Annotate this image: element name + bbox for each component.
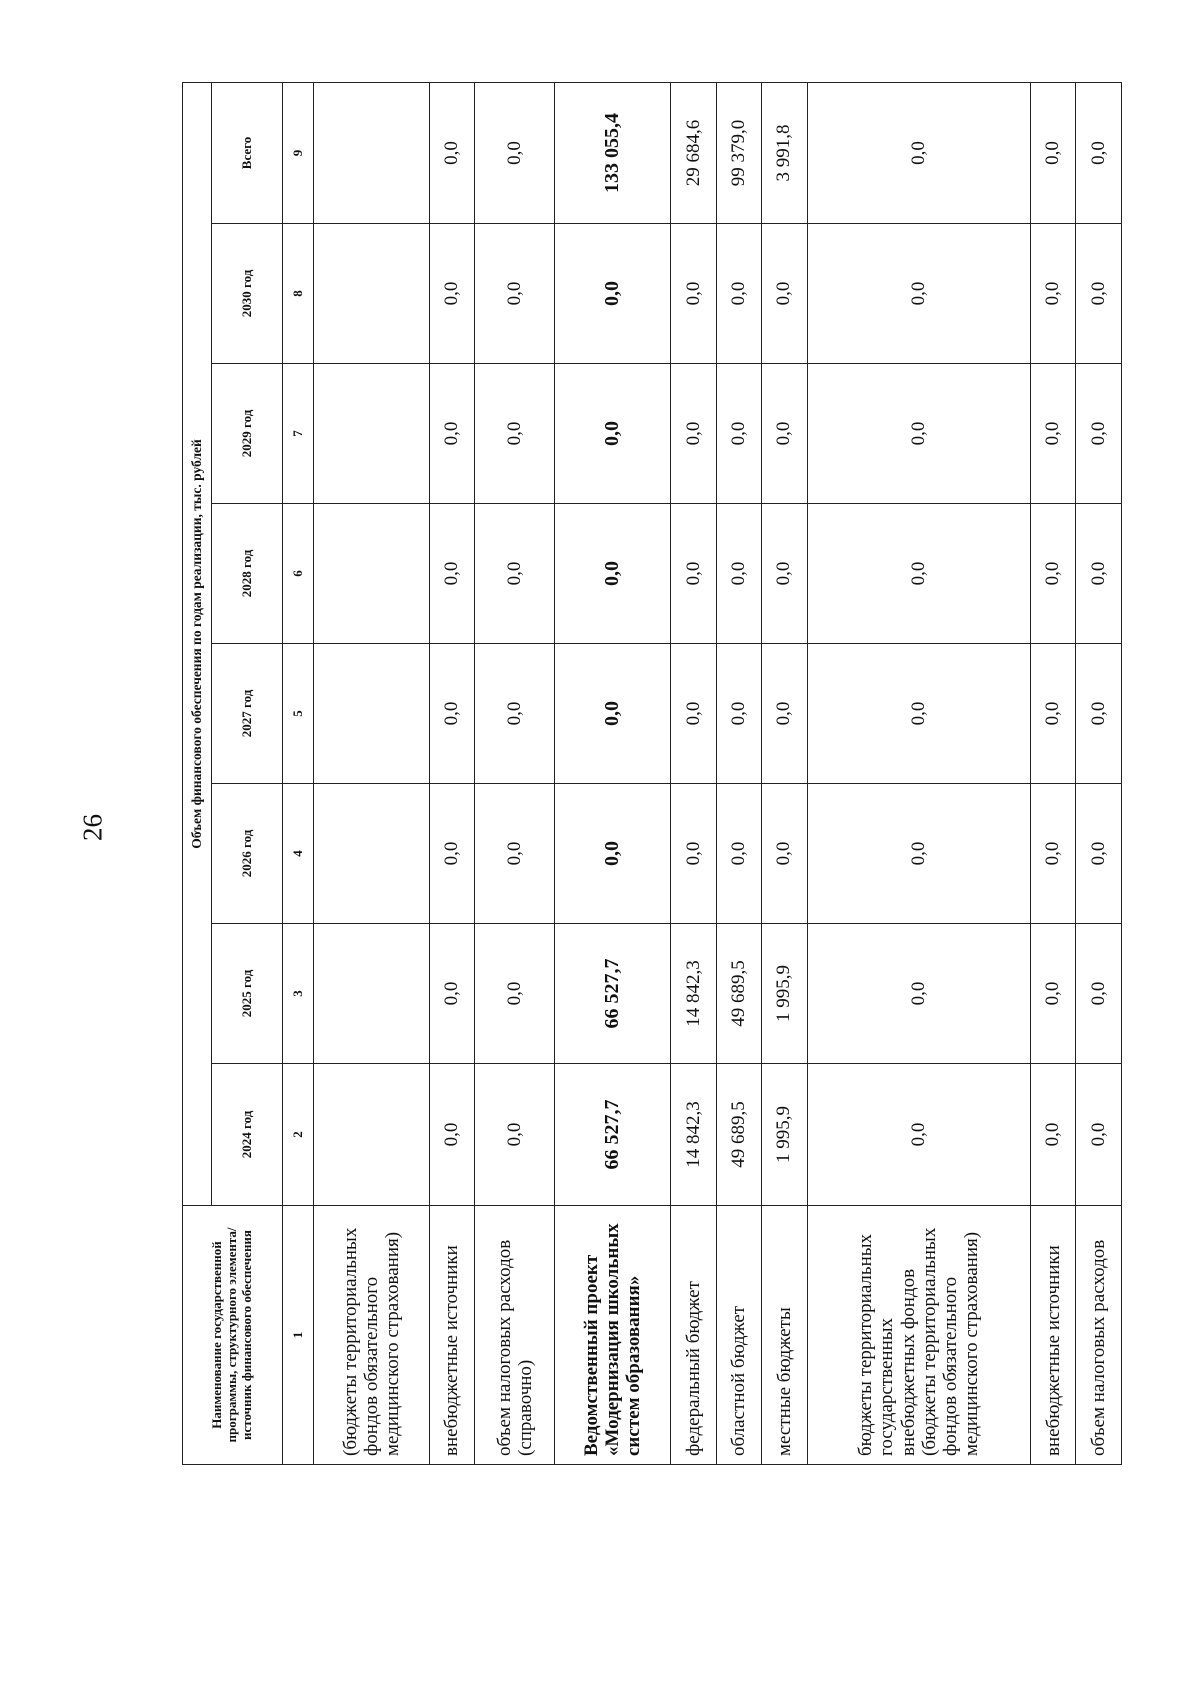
row-value: 66 527,7	[555, 1064, 671, 1206]
table-row	[475, 82, 555, 1464]
table-row	[555, 82, 671, 1464]
row-value: 0,0	[1076, 784, 1122, 924]
row-name: областной бюджет	[716, 1206, 761, 1465]
header-year: 2029 год	[212, 364, 283, 504]
row-value: 14 842,3	[671, 1064, 716, 1206]
header-year: Всего	[212, 82, 283, 223]
row-value: 0,0	[475, 644, 555, 784]
row-value: 0,0	[475, 364, 555, 504]
row-value: 0,0	[762, 364, 807, 504]
row-value: 99 379,0	[716, 82, 761, 223]
row-value: 0,0	[671, 784, 716, 924]
row-value: 0,0	[716, 784, 761, 924]
table-row	[716, 82, 761, 1464]
financing-table	[182, 82, 1122, 1465]
table-body	[314, 82, 1122, 1464]
column-number: 2	[283, 1064, 314, 1206]
row-value: 0,0	[475, 1064, 555, 1206]
column-number: 4	[283, 784, 314, 924]
row-value	[314, 1064, 430, 1206]
row-value: 49 689,5	[716, 924, 761, 1064]
row-value: 0,0	[1031, 784, 1076, 924]
row-value	[314, 644, 430, 784]
row-value: 0,0	[1031, 1064, 1076, 1206]
header-year: 2025 год	[212, 924, 283, 1064]
row-value: 0,0	[475, 504, 555, 644]
row-value: 0,0	[807, 1064, 1030, 1206]
row-value: 0,0	[807, 924, 1030, 1064]
row-value: 0,0	[475, 784, 555, 924]
row-name: Ведомственный проект «Модернизация школьных систем образования»	[555, 1206, 671, 1465]
row-value: 0,0	[807, 364, 1030, 504]
row-value: 3 991,8	[762, 82, 807, 223]
header-year: 2024 год	[212, 1064, 283, 1206]
row-value: 0,0	[475, 82, 555, 223]
table-rotation-wrapper	[182, 83, 1122, 1465]
row-value: 0,0	[555, 644, 671, 784]
row-value	[314, 504, 430, 644]
row-value: 0,0	[807, 82, 1030, 223]
header-row-col-numbers	[283, 82, 314, 1464]
table-row	[314, 82, 430, 1464]
row-value	[314, 784, 430, 924]
row-value: 0,0	[807, 644, 1030, 784]
column-number: 8	[283, 224, 314, 364]
table-row	[1076, 82, 1122, 1464]
row-value: 0,0	[555, 504, 671, 644]
header-row-group	[183, 82, 212, 1464]
row-value: 133 055,4	[555, 82, 671, 223]
row-value: 0,0	[671, 644, 716, 784]
row-value: 0,0	[1076, 82, 1122, 223]
row-value	[314, 364, 430, 504]
table-row	[1031, 82, 1076, 1464]
row-value: 0,0	[1076, 504, 1122, 644]
table-row	[429, 82, 474, 1464]
row-name: объем налоговых расходов (справочно)	[475, 1206, 555, 1465]
column-number: 5	[283, 644, 314, 784]
row-name: внебюджетные источники	[429, 1206, 474, 1465]
row-value: 0,0	[1031, 644, 1076, 784]
row-value: 0,0	[429, 1064, 474, 1206]
header-year: 2030 год	[212, 224, 283, 364]
row-value: 0,0	[1076, 364, 1122, 504]
row-value: 0,0	[671, 224, 716, 364]
row-name: внебюджетные источники	[1031, 1206, 1076, 1465]
table-container	[182, 83, 1122, 1465]
row-value: 29 684,6	[671, 82, 716, 223]
table-row	[807, 82, 1030, 1464]
row-value	[314, 224, 430, 364]
row-value: 0,0	[1031, 224, 1076, 364]
row-value	[314, 924, 430, 1064]
row-value: 0,0	[1031, 504, 1076, 644]
row-name: местные бюджеты	[762, 1206, 807, 1465]
row-value: 49 689,5	[716, 1064, 761, 1206]
row-value: 1 995,9	[762, 1064, 807, 1206]
table-row	[762, 82, 807, 1464]
row-value: 0,0	[762, 784, 807, 924]
row-value: 66 527,7	[555, 924, 671, 1064]
row-value: 0,0	[762, 644, 807, 784]
row-value: 0,0	[555, 364, 671, 504]
row-value: 0,0	[429, 784, 474, 924]
row-value: 0,0	[1031, 924, 1076, 1064]
row-value: 0,0	[1076, 224, 1122, 364]
row-value: 0,0	[1076, 1064, 1122, 1206]
row-value: 0,0	[429, 504, 474, 644]
row-value: 0,0	[429, 364, 474, 504]
header-year: 2026 год	[212, 784, 283, 924]
row-value: 0,0	[807, 224, 1030, 364]
column-number: 6	[283, 504, 314, 644]
row-value: 1 995,9	[762, 924, 807, 1064]
table-row	[671, 82, 716, 1464]
row-value: 0,0	[762, 504, 807, 644]
row-value: 14 842,3	[671, 924, 716, 1064]
page-number: 26	[77, 814, 108, 841]
row-value: 0,0	[807, 504, 1030, 644]
column-number: 3	[283, 924, 314, 1064]
header-name-col: Наименование государственной программы, структурного элемента/источник финансового обеспечения	[183, 1206, 283, 1465]
row-value: 0,0	[429, 644, 474, 784]
row-value: 0,0	[1076, 644, 1122, 784]
row-value	[314, 82, 430, 223]
row-value: 0,0	[716, 224, 761, 364]
row-value: 0,0	[716, 644, 761, 784]
row-value: 0,0	[429, 924, 474, 1064]
row-name: федеральный бюджет	[671, 1206, 716, 1465]
row-name: бюджеты территориальных государственных внебюджетных фондов (бюджеты территориальных фондов обязательного медицинского страхования)	[807, 1206, 1030, 1465]
column-number: 7	[283, 364, 314, 504]
row-value: 0,0	[671, 504, 716, 644]
row-name: (бюджеты территориальных фондов обязательного медицинского страхования)	[314, 1206, 430, 1465]
row-name: объем налоговых расходов	[1076, 1206, 1122, 1465]
row-value: 0,0	[555, 784, 671, 924]
row-value: 0,0	[807, 784, 1030, 924]
row-value: 0,0	[475, 224, 555, 364]
row-value: 0,0	[671, 364, 716, 504]
header-year: 2028 год	[212, 504, 283, 644]
header-group: Объем финансового обеспечения по годам реализации, тыс. рублей	[183, 82, 212, 1205]
row-value: 0,0	[475, 924, 555, 1064]
column-number: 9	[283, 82, 314, 223]
row-value: 0,0	[429, 82, 474, 223]
row-value: 0,0	[716, 364, 761, 504]
row-value: 0,0	[716, 504, 761, 644]
header-year: 2027 год	[212, 644, 283, 784]
row-value: 0,0	[429, 224, 474, 364]
column-number: 1	[283, 1206, 314, 1465]
row-value: 0,0	[1031, 82, 1076, 223]
row-value: 0,0	[1031, 364, 1076, 504]
row-value: 0,0	[1076, 924, 1122, 1064]
row-value: 0,0	[762, 224, 807, 364]
row-value: 0,0	[555, 224, 671, 364]
